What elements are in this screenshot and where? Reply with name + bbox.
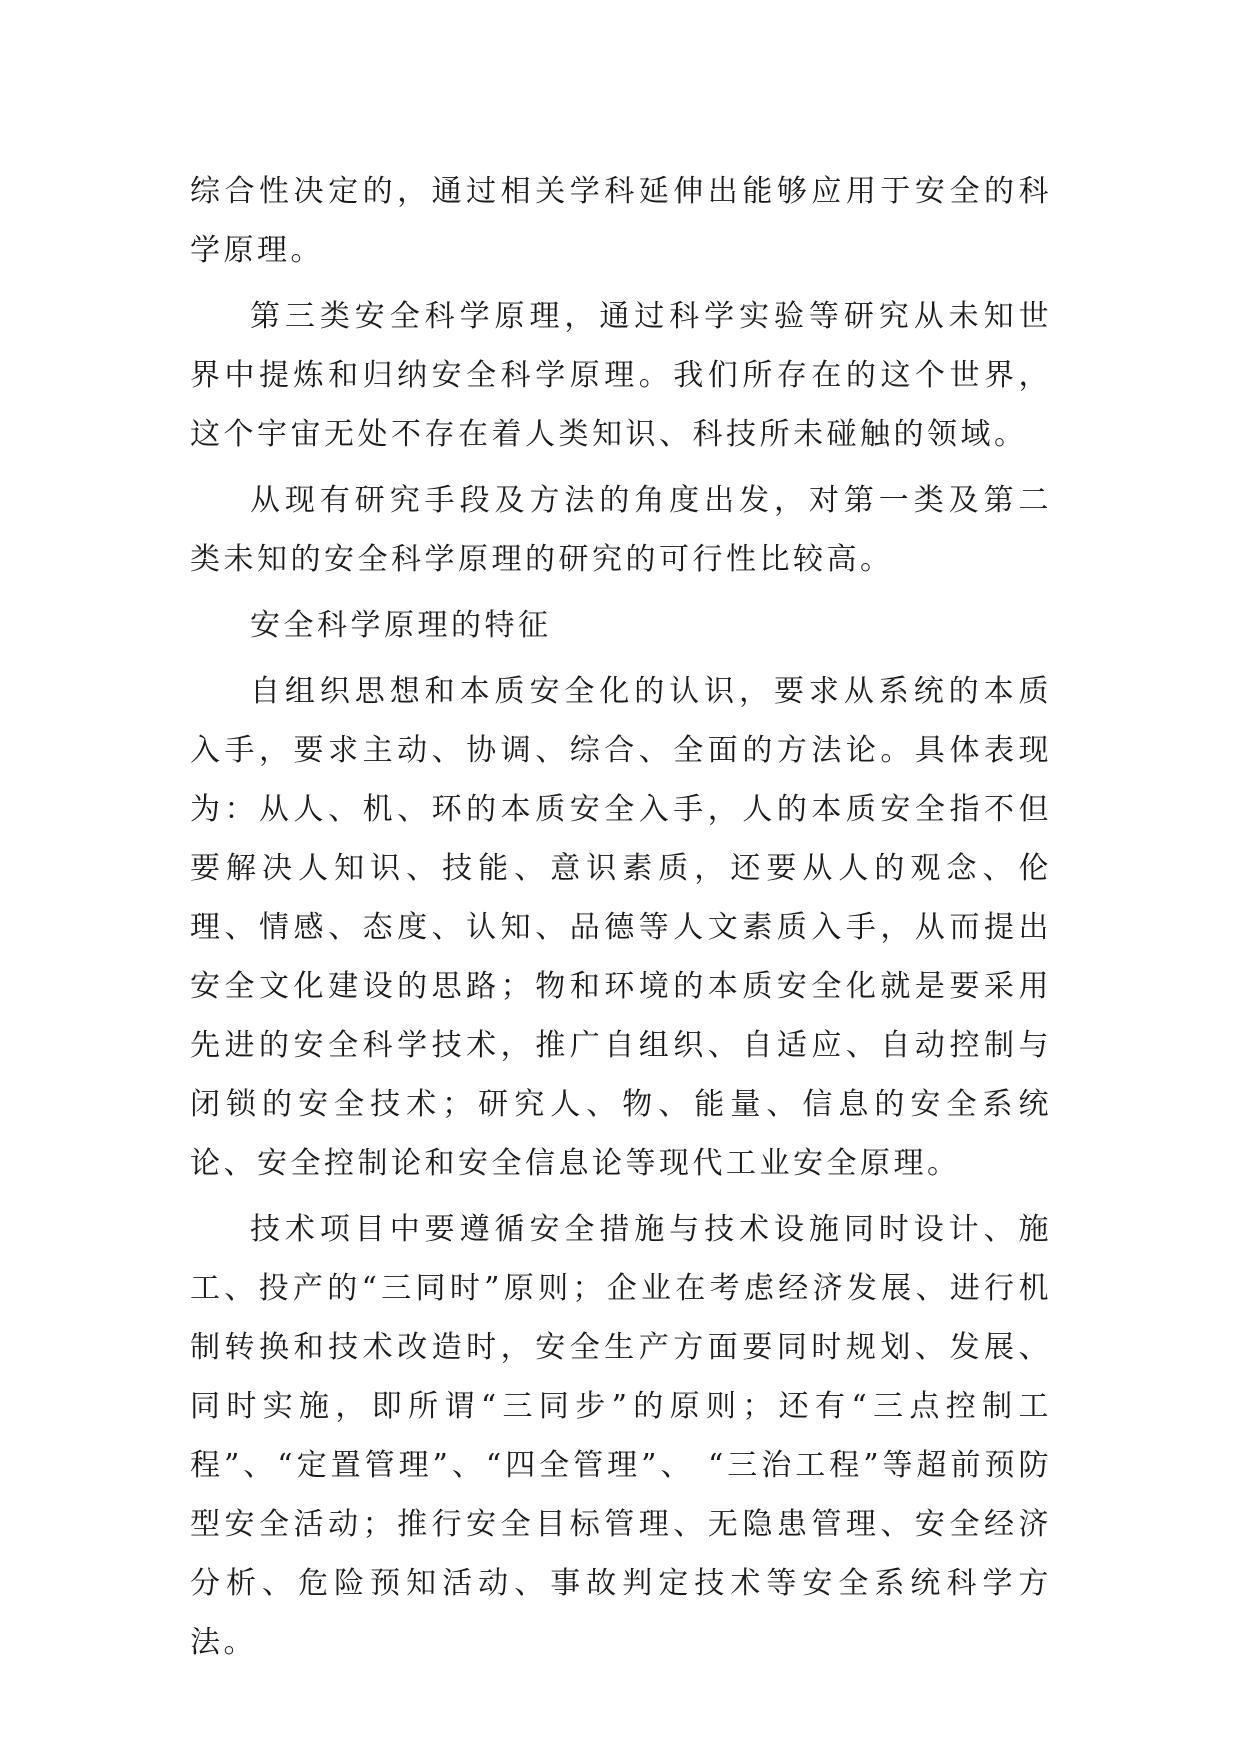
paragraph-feasibility: 从现有研究手段及方法的角度出发，对第一类及第二类未知的安全科学原理的研究的可行性比较高。: [190, 483, 1052, 577]
paragraph-continuation: 综合性决定的，通过相关学科延伸出能够应用于安全的科学原理。: [190, 174, 1052, 268]
paragraph-technical-projects: 技术项目中要遵循安全措施与技术设施同时设计、施工、投产的“三同时”原则；企业在考虑经济发展、进行机制转换和技术改造时，安全生产方面要同时规划、发展、同时实施，即所谓“三同步”的原则；还有“三点控制工程”、“定置管理”、“四全管理”、 “三治工程”等超前预防型安全活动；推行安全目标管理、无隐患管理、安全经济分析、危险预知活动、事故判定技术等安全系统科学方法。: [190, 1212, 1052, 1660]
section-heading: 安全科学原理的特征: [250, 608, 552, 643]
paragraph-third-category: 第三类安全科学原理，通过科学实验等研究从未知世界中提炼和归纳安全科学原理。我们所存在的这个世界，这个宇宙无处不存在着人类知识、科技所未碰触的领域。: [190, 299, 1052, 452]
paragraph-self-organization: 自组织思想和本质安全化的认识，要求从系统的本质入手，要求主动、协调、综合、全面的方法论。具体表现为：从人、机、环的本质安全入手，人的本质安全指不但要解决人知识、技能、意识素质，还要从人的观念、伦理、情感、态度、认知、品德等人文素质入手，从而提出安全文化建设的思路；物和环境的本质安全化就是要采用先进的安全科学技术，推广自组织、自适应、自动控制与闭锁的安全技术；研究人、物、能量、信息的安全系统论、安全控制论和安全信息论等现代工业安全原理。: [190, 674, 1052, 1181]
document-body: [190, 162, 1052, 1679]
